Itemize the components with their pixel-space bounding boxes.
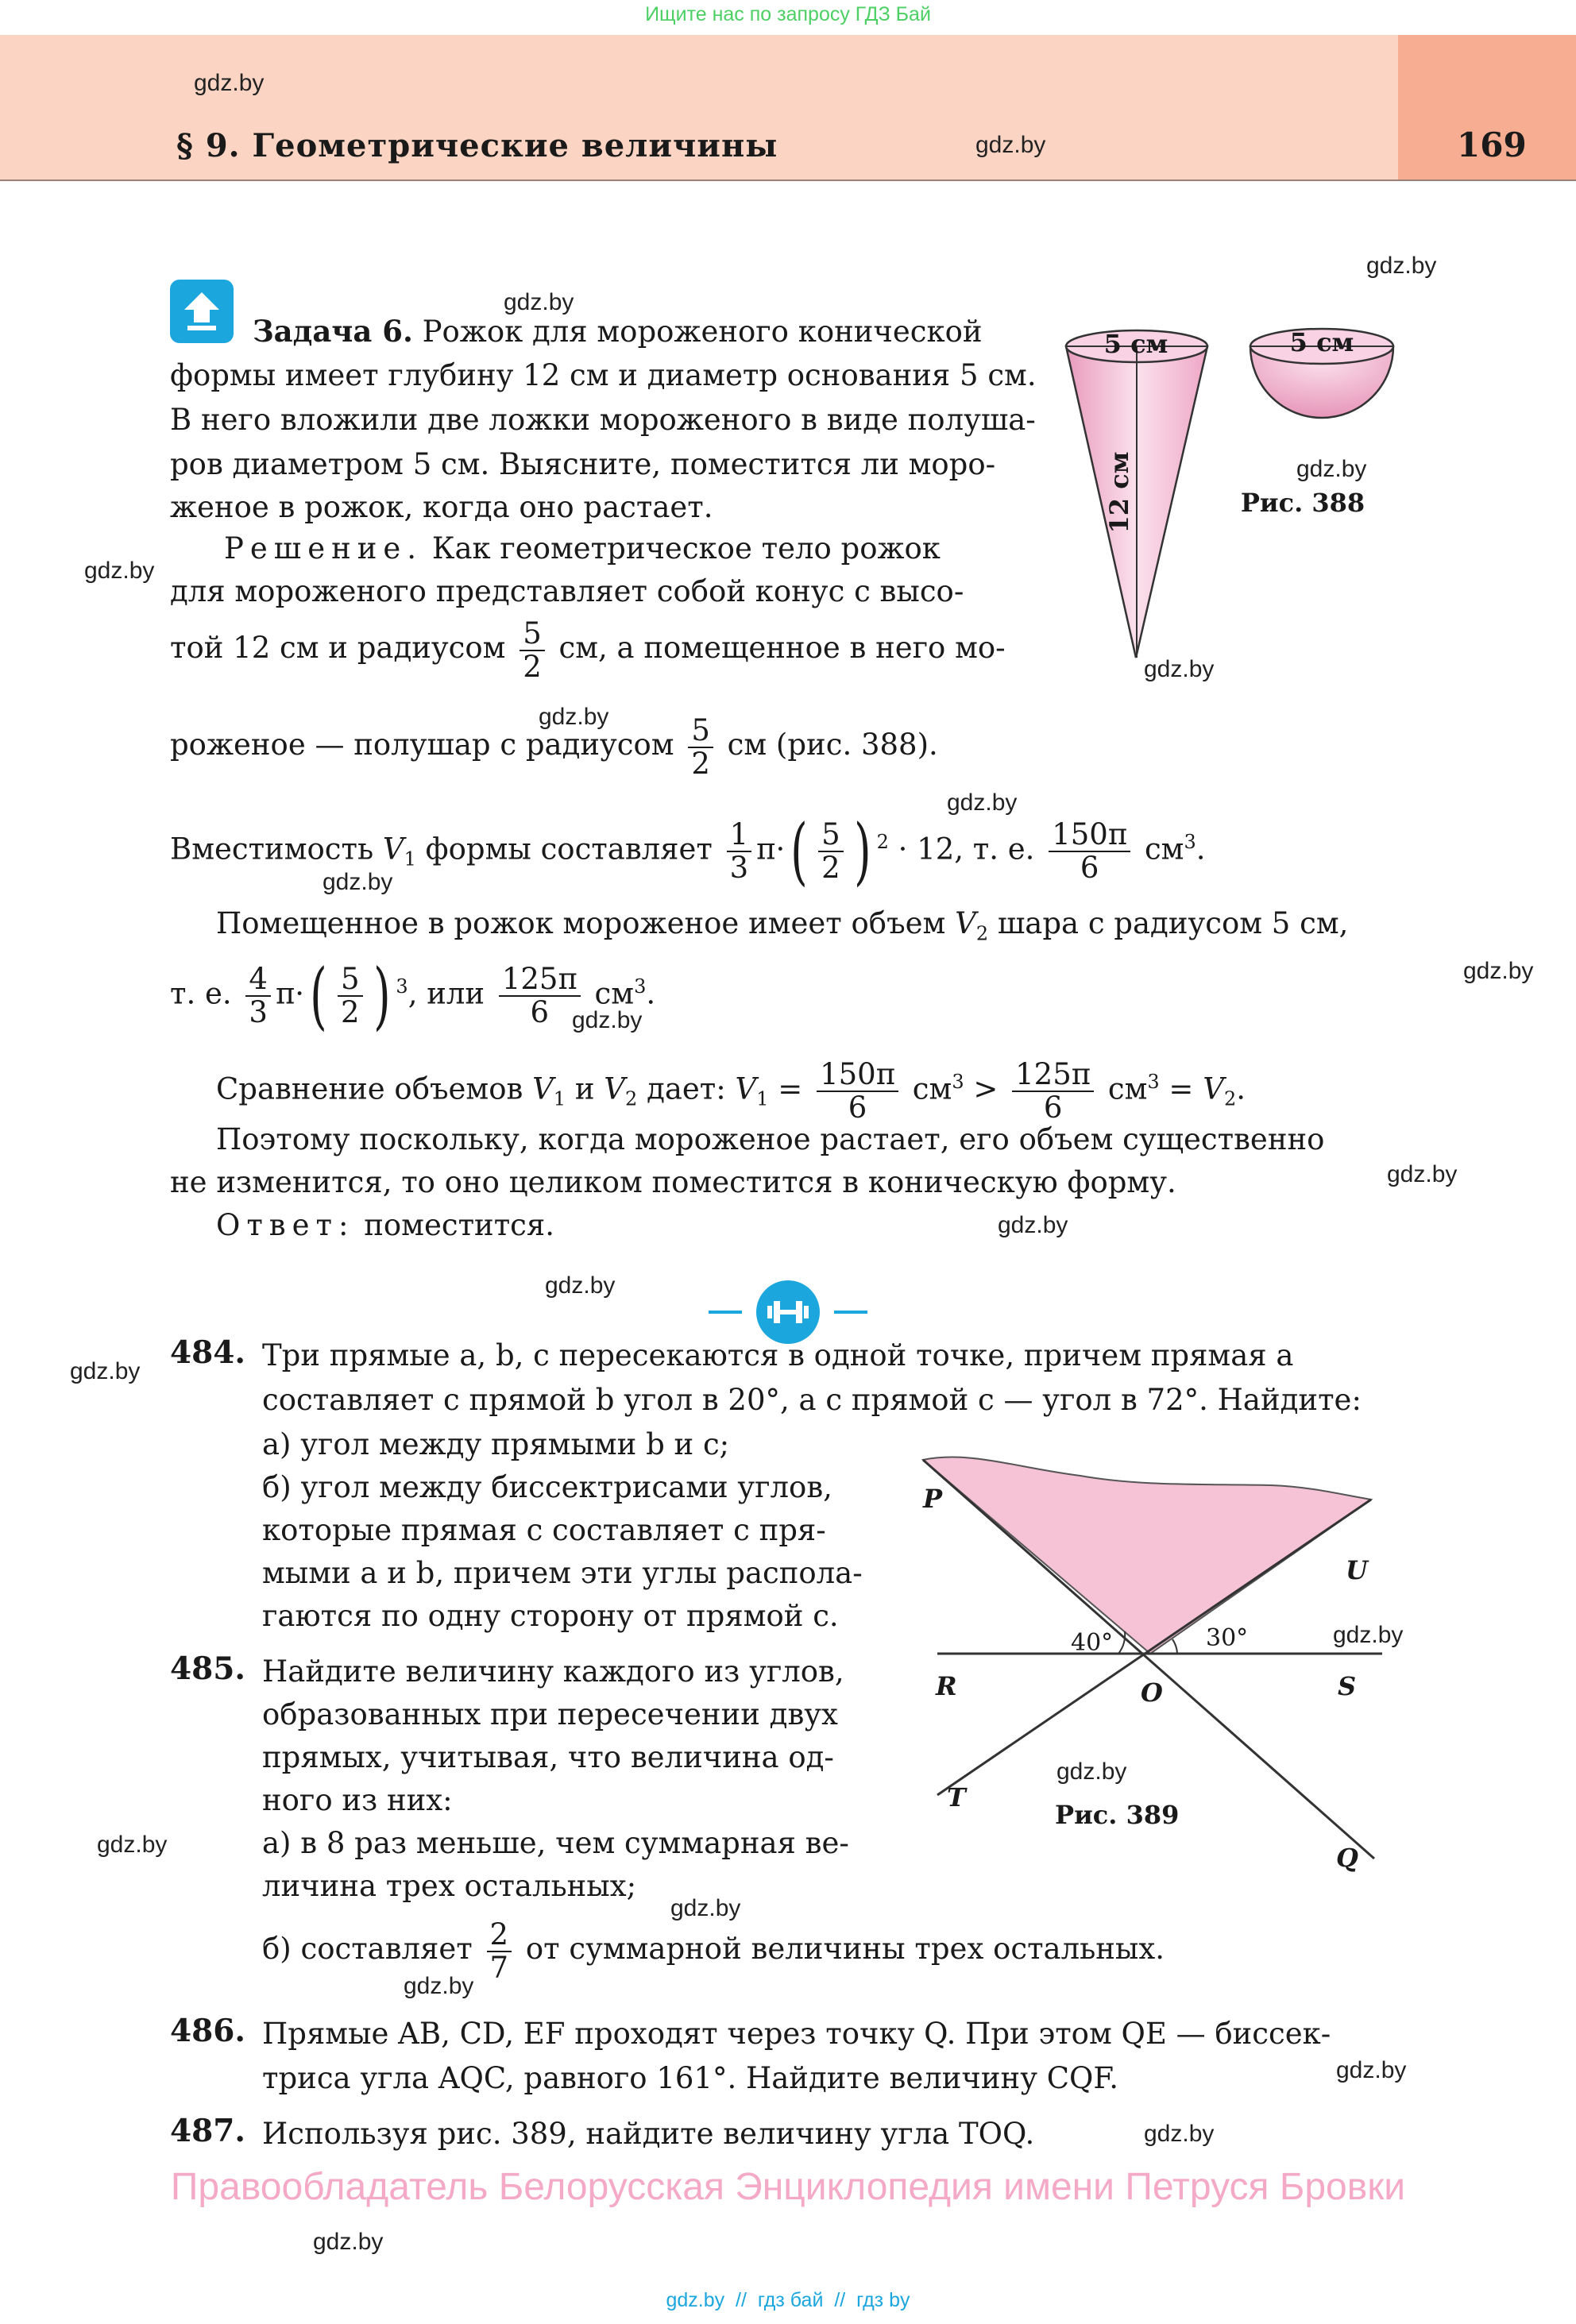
watermark: gdz.by: [70, 1358, 141, 1384]
label-s: S: [1338, 1671, 1357, 1701]
fraction-2-7: $\frac{2}{7}$: [487, 1919, 512, 1984]
problem-line: которые прямая c составляет с пря-: [262, 1513, 826, 1547]
solution-word: Решение.: [224, 531, 423, 566]
label-t: T: [947, 1782, 966, 1812]
top-banner: Ищите нас по запросу ГДЗ Бай: [645, 3, 931, 25]
watermark: gdz.by: [539, 704, 609, 730]
task6-title: Задача 6.: [253, 314, 413, 349]
watermark: gdz.by: [313, 2229, 384, 2255]
fraction-5-2: $\frac{5}{2}$: [818, 819, 844, 884]
problem-line: триса угла AQC, равного 161°. Найдите величину CQF.: [262, 2061, 1119, 2095]
watermark: gdz.by: [1333, 1622, 1404, 1648]
problem-line: составляет с прямой b угол в 20°, а с прямой c — угол в 72°. Найдите:: [262, 1383, 1362, 1417]
label-r: R: [936, 1671, 957, 1701]
ice-line-2: т. е. $\frac{4}{3}$ π·( $\frac{5}{2}$ ) $^3$, или $\frac{125\pi}{6}$ $см^3$.: [170, 952, 656, 1038]
problem-number: 485.: [170, 1650, 245, 1687]
text: Сравнение объемов: [216, 1071, 523, 1106]
fraction-1-3: $\frac{1}{3}$: [727, 819, 752, 884]
problem-number: 484.: [170, 1334, 245, 1371]
watermark: gdz.by: [1144, 2121, 1215, 2147]
header-rule: [0, 180, 1576, 181]
watermark: gdz.by: [84, 558, 155, 584]
therefore-line: не изменится, то оно целиком поместится в коническую форму.: [170, 1165, 1176, 1199]
watermark: gdz.by: [998, 1212, 1068, 1238]
problem-line: Три прямые a, b, c пересекаются в одной точке, причем прямая a: [262, 1338, 1294, 1372]
task6-line: женое в рожок, когда оно растает.: [170, 490, 713, 524]
answer-word: Ответ:: [216, 1208, 355, 1242]
watermark: gdz.by: [1463, 958, 1534, 984]
problem-number: 487.: [170, 2113, 245, 2149]
problem-line: образованных при пересечении двух: [262, 1697, 838, 1731]
problem-line: мыми a и b, причем эти углы распола-: [262, 1556, 863, 1590]
watermark: gdz.by: [975, 132, 1046, 158]
copyright-notice: Правообладатель Белорусская Энциклопедия имени Петруся Бровки: [170, 2166, 1406, 2208]
task-text: Рожок для мороженого конической: [422, 315, 983, 349]
text: той 12 см и радиусом: [170, 631, 506, 665]
problem-line: [262, 1911, 1165, 1987]
watermark: gdz.by: [572, 1007, 643, 1033]
watermark: gdz.by: [97, 1832, 168, 1858]
problem-line: а) в 8 раз меньше, чем суммарная ве-: [262, 1826, 849, 1860]
page-number: 169: [1457, 125, 1527, 164]
solution-line: для мороженого представляет собой конус с высо-: [170, 574, 964, 608]
problem-line: б) угол между биссектрисами углов,: [262, 1470, 832, 1504]
fraction-125pi-6: $\frac{125\pi}{6}$: [499, 963, 581, 1029]
problem-line: Найдите величину каждого из углов,: [262, 1654, 844, 1689]
problem-line: Используя рис. 389, найдите величину угла TOQ.: [262, 2117, 1035, 2151]
watermark: gdz.by: [404, 1973, 474, 1999]
compare-line: Сравнение объемов $V_1$ и $V_2$ дает: $V_1$ = $\frac{150\pi}{6}$ $см^3$ > $\frac{125\pi}{6}$ $см^3 = V_2$.: [216, 1056, 1246, 1125]
label-p: P: [923, 1484, 943, 1514]
watermark: gdz.by: [947, 789, 1018, 816]
text: Вместимость: [170, 832, 374, 867]
text: , или: [408, 976, 485, 1011]
text: б) составляет: [262, 1932, 473, 1966]
text: роженое — полушар с радиусом: [170, 728, 674, 762]
problem-line: гаются по одну сторону от прямой c.: [262, 1599, 839, 1633]
watermark: gdz.by: [545, 1272, 616, 1299]
task6-line-1: [253, 310, 983, 353]
problem-number: 486.: [170, 2013, 245, 2049]
var-v: V: [382, 832, 404, 867]
watermark: gdz.by: [1387, 1161, 1458, 1187]
solution-line-1: [224, 527, 941, 570]
figure-389-caption: Рис. 389: [1055, 1800, 1180, 1830]
capacity-line: Вместимость $V_1$ формы составляет $\frac{1}{3}$ π·( $\frac{5}{2}$ ) $^2$ · 12, т. е. $\frac{150\pi}{6}$ $см^3$.: [170, 808, 1206, 894]
text: т. е.: [170, 976, 232, 1011]
figure-388: [1049, 302, 1414, 683]
angle-arc-right: [1172, 1639, 1177, 1654]
watermark: gdz.by: [1336, 2057, 1407, 2083]
problem-line: ного из них:: [262, 1783, 453, 1817]
cone-diameter-label: 5 см: [1103, 329, 1168, 359]
watermark: gdz.by: [1296, 456, 1367, 482]
watermark: gdz.by: [1056, 1758, 1127, 1785]
watermark: gdz.by: [1144, 656, 1215, 682]
text: шара с радиусом 5 см,: [997, 906, 1349, 940]
watermark: gdz.by: [1366, 253, 1437, 279]
text: формы составляет: [425, 832, 713, 867]
ice-line-1: Помещенное в рожок мороженое имеет объем $V_2$ шара с радиусом 5 см,: [216, 906, 1349, 945]
problem-line: личина трех остальных;: [262, 1869, 637, 1903]
problem-line: прямых, учитывая, что величина од-: [262, 1740, 834, 1774]
solution-text: Как геометрическое тело рожок: [431, 531, 941, 566]
fraction-5-2: $\frac{5}{2}$: [338, 963, 363, 1029]
text: см (рис. 388).: [727, 728, 938, 762]
text: · 12, т. е.: [898, 832, 1035, 867]
text: Помещенное в рожок мороженое имеет объем: [216, 906, 946, 940]
cone-shape: [1066, 330, 1207, 658]
fraction-5-2: $\frac{5}{2}$: [520, 618, 545, 683]
problem-line: а) угол между прямыми b и c;: [262, 1427, 730, 1461]
task6-line: формы имеет глубину 12 см и диаметр основания 5 см.: [170, 358, 1037, 392]
fraction-5-2: $\frac{5}{2}$: [688, 715, 713, 780]
watermark: gdz.by: [670, 1895, 741, 1921]
problem-line: Прямые AB, CD, EF проходят через точку Q. При этом QE — биссек-: [262, 2017, 1331, 2051]
solution-hemi-line: [170, 713, 938, 780]
label-o: O: [1141, 1677, 1163, 1708]
answer-line: [216, 1204, 554, 1247]
bowl-diameter-label: 5 см: [1289, 327, 1354, 357]
footer-links: gdz.by // гдз бай // гдз by: [666, 2289, 910, 2311]
label-q: Q: [1336, 1843, 1358, 1873]
angle-label-30: 30°: [1206, 1624, 1249, 1652]
angle-label-40: 40°: [1071, 1629, 1114, 1657]
task6-line: ров диаметром 5 см. Выясните, поместится ли моро-: [170, 447, 996, 481]
shaded-region: [923, 1457, 1371, 1654]
text: см, а помещенное в него мо-: [558, 631, 1006, 665]
solution-radius-line: [170, 616, 1006, 683]
watermark: gdz.by: [504, 289, 574, 315]
watermark: gdz.by: [194, 70, 265, 96]
cone-height-label: 12 см: [1104, 451, 1134, 534]
therefore-line: Поэтому поскольку, когда мороженое растает, его объем существенно: [216, 1122, 1325, 1156]
figure-389: [921, 1453, 1398, 1882]
fraction-150pi-6: $\frac{150\pi}{6}$: [1049, 819, 1130, 884]
figure-388-caption: Рис. 388: [1240, 488, 1365, 518]
task6-line: В него вложили две ложки мороженого в виде полуша-: [170, 403, 1036, 437]
fraction-4-3: $\frac{4}{3}$: [245, 963, 271, 1029]
answer-text: поместится.: [364, 1208, 554, 1242]
fraction-150pi-6: $\frac{150\pi}{6}$: [817, 1059, 898, 1124]
label-u: U: [1346, 1555, 1368, 1585]
section-title: § 9. Геометрические величины: [176, 127, 778, 164]
fraction-125pi-6: $\frac{125\pi}{6}$: [1012, 1059, 1094, 1124]
text: от суммарной величины трех остальных.: [525, 1932, 1165, 1966]
upload-icon: [170, 280, 234, 343]
watermark: gdz.by: [323, 869, 393, 895]
